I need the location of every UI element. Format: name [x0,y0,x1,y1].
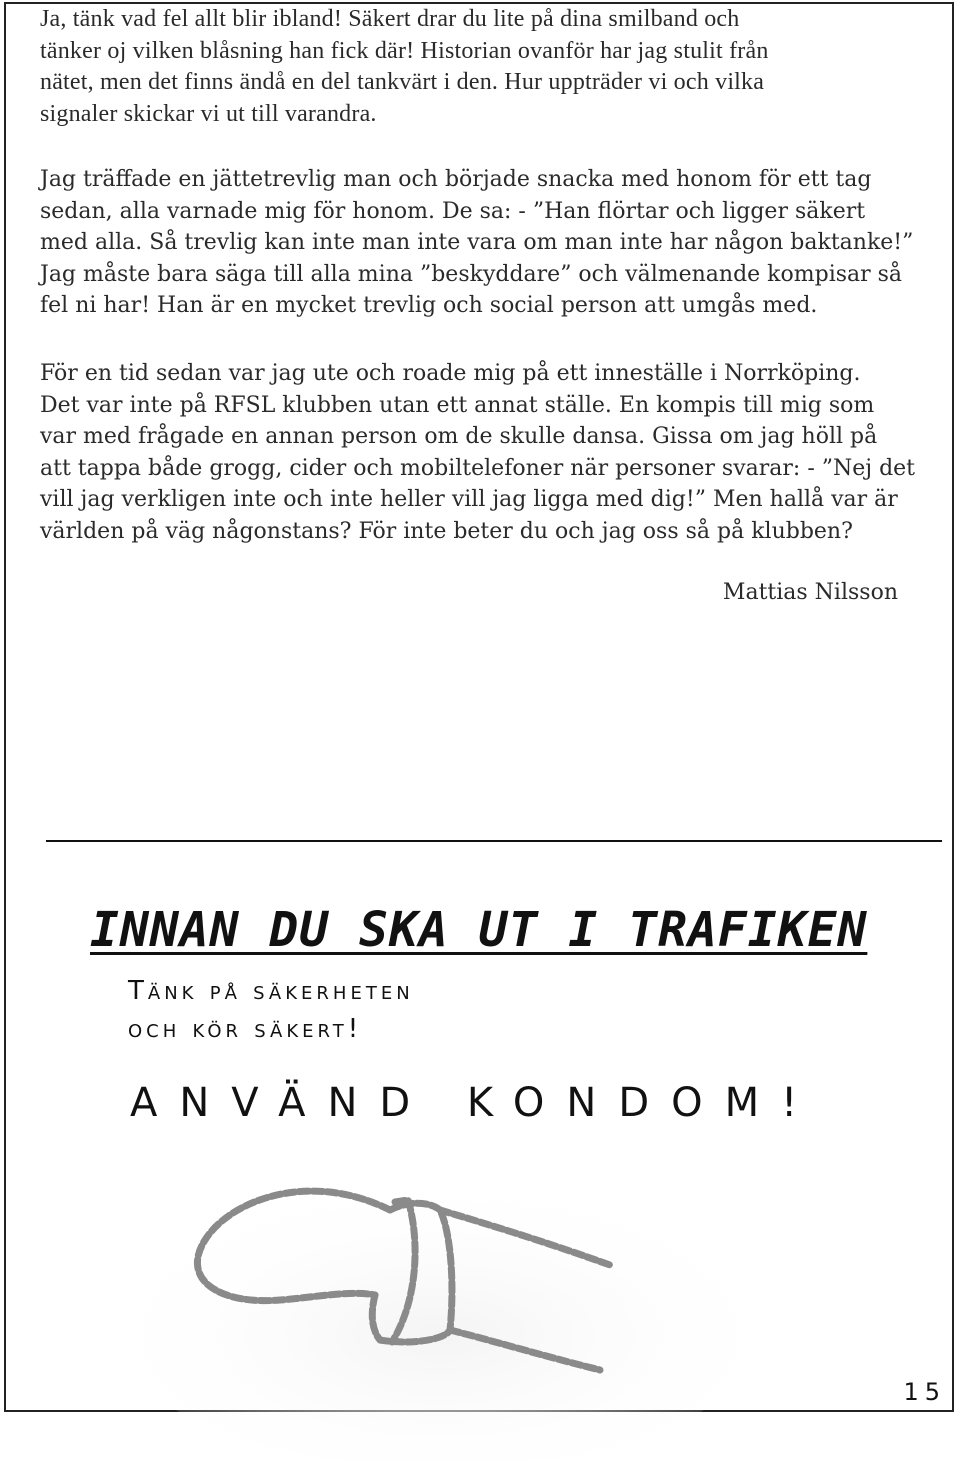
ad-subline-2: och kör säkert! [128,1014,363,1044]
section-divider [46,840,942,842]
text-line: signaler skickar vi ut till varandra. [40,100,377,127]
text-line: nätet, men det finns ändå en del tankvärt i den. Hur uppträder vi och vilka [40,69,765,95]
text-line: sedan, alla varnade mig för honom. De sa: - ”Han flörtar och ligger säkert [40,198,866,224]
text-line: tänker oj vilken blåsning han fick där! Historian ovanför har jag stulit från [40,37,769,64]
text-line: världen på väg någonstans? För inte beter du och jag oss så på klubben? [40,518,853,544]
text-line: att tappa både grogg, cider och mobiltelefoner när personer svarar: - ”Nej det [40,455,916,481]
text-line: var med frågade en annan person om de skulle dansa. Gissa om jag höll på [40,424,878,449]
text-line: vill jag verkligen inte och inte heller vill jag ligga med dig!” Men hallå var är [40,487,898,512]
text-line: Ja, tänk vad fel allt blir ibland! Säkert drar du lite på dina smilband och [40,6,740,32]
text-line: För en tid sedan var jag ute och roade mig på ett inneställe i Norrköping. [40,361,861,386]
text-line: Jag måste bara säga till alla mina ”beskyddare” och välmenande kompisar så [40,261,903,287]
text-line: med alla. Så trevlig kan inte man inte vara om man inte har någon baktanke!” [40,230,914,255]
text-line: Jag träffade en jättetrevlig man och började snacka med honom för ett tag [40,167,872,192]
ad-subline-1: Tänk på säkerheten [128,976,414,1006]
paragraph-story-one [40,164,914,322]
paragraph-intro [40,4,900,130]
ad-slogan: ANVÄND KONDOM! [130,1080,820,1126]
text-line: Det var inte på RFSL klubben utan ett annat ställe. En kompis till mig som [40,392,875,418]
condom-drawing-icon [110,1130,830,1460]
author-signature: Mattias Nilsson [722,580,898,605]
ad-headline: INNAN DU SKA UT I TRAFIKEN [90,902,868,958]
page-number: 15 [903,1378,946,1406]
paragraph-story-two [40,358,916,547]
text-line: fel ni har! Han är en mycket trevlig och social person att umgås med. [40,293,818,318]
